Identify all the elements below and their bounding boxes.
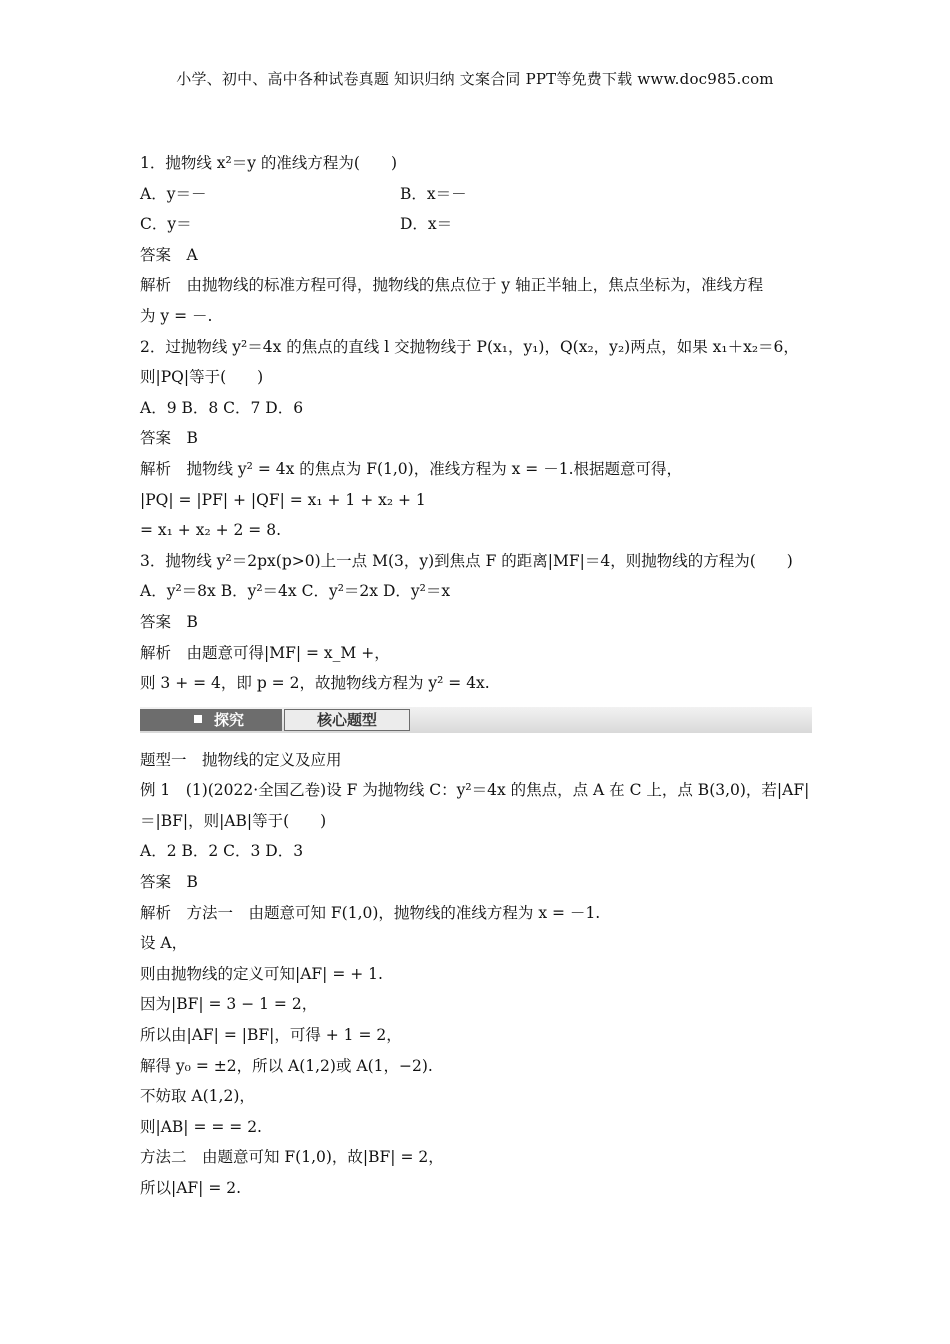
q1-stem: 1．抛物线 x²＝y 的准线方程为( ) [140, 154, 398, 172]
document-body [140, 148, 812, 1204]
q2-stem-line1: 2．过抛物线 y²＝4x 的焦点的直线 l 交抛物线于 P(x₁，y₁)，Q(x₂，y₂)两点，如果 x₁＋x₂＝6， [140, 337, 799, 356]
example1-analysis-line: 所以由|AF| = |BF|，可得 + 1 = 2， [140, 1026, 402, 1045]
q3-options: A．y²＝8x B．y²＝4x C．y²＝2x D．y²＝x [140, 582, 451, 601]
q1-option-c: C．y＝ [140, 215, 192, 234]
section-tag-explore-label: 探究 [214, 710, 245, 729]
q3-analysis-line1: 解析 由题意可得|MF| = x_M +， [140, 643, 390, 662]
example1-stem-line2: ＝|BF|，则|AB|等于( ) [140, 811, 327, 830]
example1-analysis-line: 解得 y₀ = ±2，所以 A(1,2)或 A(1，−2). [140, 1056, 433, 1075]
q3-stem: 3．抛物线 y²＝2px(p>0)上一点 M(3，y)到焦点 F 的距离|MF|＝4，则抛物线的方程为( ) [140, 551, 793, 570]
type1-title: 题型一 抛物线的定义及应用 [140, 750, 342, 769]
q1-options-row2 [140, 209, 812, 240]
example1-analysis-line: 方法二 由题意可知 F(1,0)，故|BF| = 2， [140, 1148, 444, 1167]
example1-analysis-line: 则|AB| = = = 2. [140, 1117, 262, 1136]
example1-stem-line1: 例 1 (1)(2022·全国乙卷)设 F 为抛物线 C：y²＝4x 的焦点，点 A 在 C 上，点 B(3,0)，若|AF| [140, 781, 810, 800]
section-tag-core-types: 核心题型 [284, 709, 410, 731]
q1-analysis-line2: 为 y = －. [140, 306, 213, 325]
q2-options: A．9 B．8 C．7 D．6 [140, 398, 304, 417]
section-tag-explore [140, 709, 282, 731]
q1-analysis-line1: 解析 由抛物线的标准方程可得，抛物线的焦点位于 y 轴正半轴上，焦点坐标为，准线方程 [140, 276, 764, 295]
q1-option-a: A．y＝－ [140, 184, 207, 203]
section-banner [140, 705, 812, 735]
q2-analysis-line1: 解析 抛物线 y² = 4x 的焦点为 F(1,0)，准线方程为 x = －1.根据题意可得， [140, 459, 682, 478]
example1-analysis-line: 所以|AF| = 2. [140, 1179, 242, 1197]
q2-analysis-line3: = x₁ + x₂ + 2 = 8. [140, 521, 281, 540]
q1-answer: 答案 A [140, 245, 198, 264]
example1-analysis-line: 设 A， [140, 934, 188, 953]
q1-options-row1 [140, 179, 812, 210]
q1-option-d: D．x＝ [400, 215, 453, 234]
example1-options: A．2 B．2 C．3 D．3 [140, 842, 304, 861]
q2-analysis-line2: |PQ| = |PF| + |QF| = x₁ + 1 + x₂ + 1 [140, 490, 426, 509]
example1-analysis-line: 不妨取 A(1,2)， [140, 1087, 255, 1106]
example1-analysis-line: 因为|BF| = 3 − 1 = 2， [140, 995, 318, 1014]
q2-answer: 答案 B [140, 429, 198, 448]
q1-option-b: B．x＝－ [400, 184, 467, 203]
example1-analysis-line: 解析 方法一 由题意可知 F(1,0)，抛物线的准线方程为 x = －1. [140, 903, 601, 922]
q2-stem-line2: 则|PQ|等于( ) [140, 368, 264, 387]
example1-answer: 答案 B [140, 873, 198, 892]
q3-analysis-line2: 则 3 + = 4，即 p = 2，故抛物线方程为 y² = 4x. [140, 674, 490, 693]
square-bullet-icon [194, 715, 202, 723]
q3-answer: 答案 B [140, 612, 198, 631]
page-header: 小学、初中、高中各种试卷真题 知识归纳 文案合同 PPT等免费下载 www.doc985.com [176, 70, 774, 88]
example1-analysis-line: 则由抛物线的定义可知|AF| = + 1. [140, 964, 383, 983]
